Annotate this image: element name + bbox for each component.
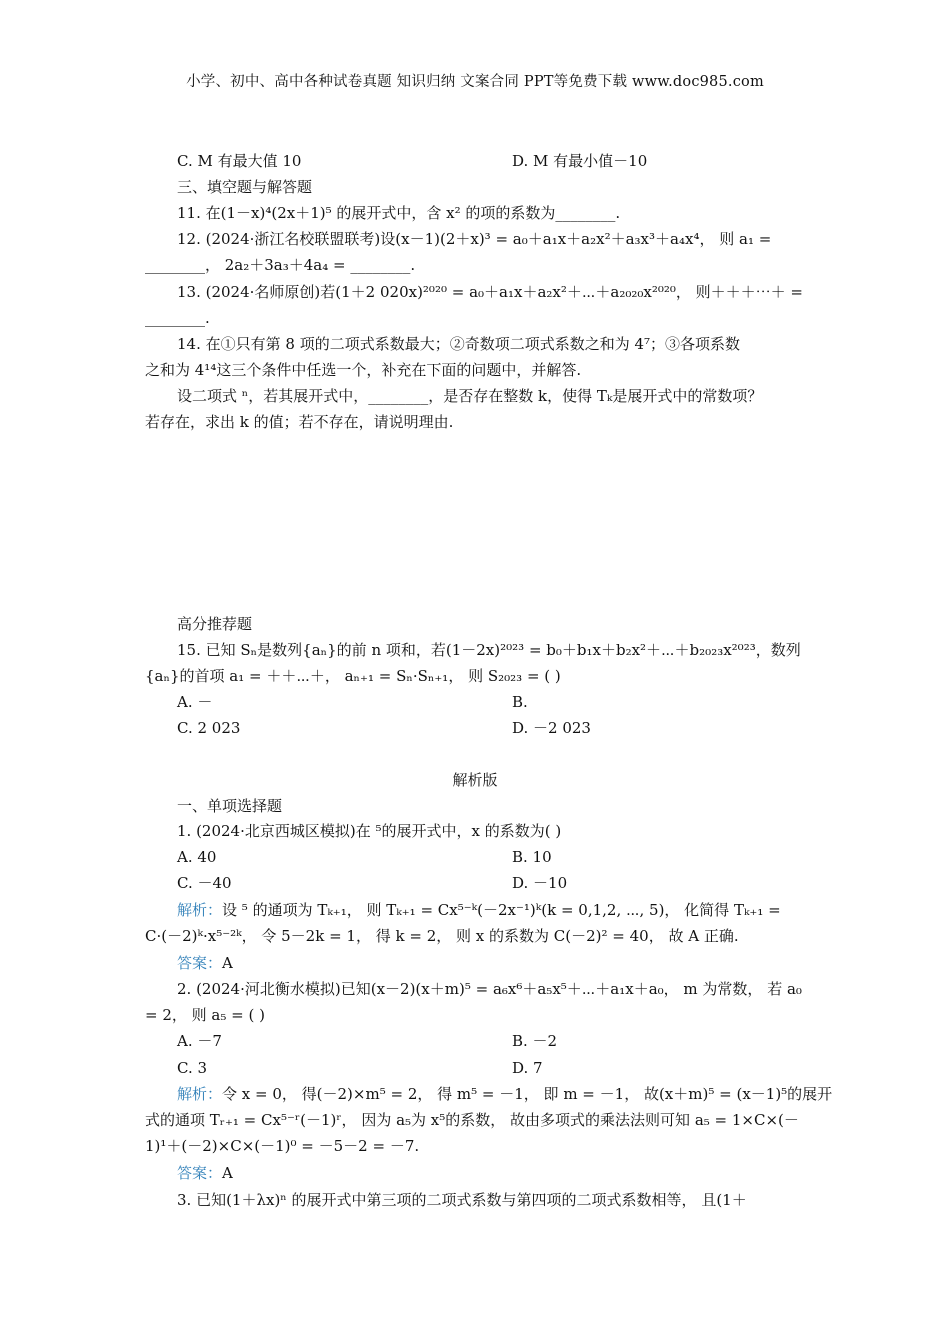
answer-label: 答案：: [177, 1164, 223, 1182]
q10-option-d: D. M 有最小值－10: [512, 152, 648, 170]
analysis-text: 令 x = 0， 得(－2)×m⁵ = 2， 得 m⁵ = －1， 即 m = －1， 故(x＋m)⁵ = (x－1)⁵的展开: [222, 1085, 833, 1103]
s1-option-a: A. 40: [177, 848, 217, 866]
q13-line-1: 13. (2024·名师原创)若(1＋2 020x)²⁰²⁰ = a₀＋a₁x＋a₂x²＋⋯＋a₂₀₂₀x²⁰²⁰， 则＋＋＋⋯＋ =: [177, 283, 803, 301]
q15-option-a: A. －: [177, 693, 213, 711]
s3-question: 3. 已知(1＋λx)ⁿ 的展开式中第三项的二项式系数与第四项的二项式系数相等， 且(1＋: [177, 1191, 747, 1209]
page-header: 小学、初中、高中各种试卷真题 知识归纳 文案合同 PPT等免费下载 www.doc985.com: [186, 74, 764, 90]
section-3-title: 三、填空题与解答题: [177, 178, 313, 196]
high-score-title: 高分推荐题: [177, 615, 253, 633]
s2-option-b: B. －2: [512, 1032, 558, 1050]
s1-analysis-line-1: [177, 900, 781, 920]
q14-line-4: 若存在，求出 k 的值；若不存在，请说明理由.: [145, 413, 454, 431]
q15-line-1: 15. 已知 Sₙ是数列{aₙ}的前 n 项和，若(1－2x)²⁰²³ = b₀＋b₁x＋b₂x²＋⋯＋b₂₀₂₃x²⁰²³，数列: [177, 641, 801, 659]
s2-option-a: A. －7: [177, 1032, 222, 1050]
q15-option-c: C. 2 023: [177, 719, 241, 737]
section-1-title: 一、单项选择题: [177, 797, 283, 815]
s1-analysis-line-2: C·(－2)ᵏ·x⁵⁻²ᵏ， 令 5－2k = 1， 得 k = 2， 则 x 的系数为 C(－2)² = 40， 故 A 正确.: [145, 927, 739, 945]
s1-option-d: D. －10: [512, 874, 568, 892]
answer-value: A: [222, 1164, 233, 1182]
s2-option-c: C. 3: [177, 1059, 208, 1077]
q15-line-2: {aₙ}的首项 a₁ = ＋＋⋯＋， aₙ₊₁ = Sₙ·Sₙ₊₁， 则 S₂₀₂₃ = ( ): [145, 667, 561, 685]
s1-option-c: C. －40: [177, 874, 232, 892]
q11-text: 11. 在(1－x)⁴(2x＋1)⁵ 的展开式中，含 x² 的项的系数为________.: [177, 204, 621, 222]
s2-line-2: = 2， 则 a₅ = ( ): [145, 1006, 265, 1024]
analysis-label: 解析：: [177, 901, 223, 919]
q14-line-3: 设二项式 ⁿ，若其展开式中，________，是否存在整数 k，使得 Tₖ是展开式中的常数项？: [177, 387, 763, 405]
q13-line-2: ________.: [145, 309, 210, 327]
s2-option-d: D. 7: [512, 1059, 543, 1077]
answer-label: 答案：: [177, 954, 223, 972]
q10-option-c: C. M 有最大值 10: [177, 152, 302, 170]
q14-line-2: 之和为 4¹⁴这三个条件中任选一个，补充在下面的问题中，并解答.: [145, 361, 582, 379]
q12-line-1: 12. (2024·浙江名校联盟联考)设(x－1)(2＋x)³ = a₀＋a₁x＋a₂x²＋a₃x³＋a₄x⁴， 则 a₁ =: [177, 230, 772, 248]
s2-answer: [177, 1163, 233, 1183]
q15-option-b: B.: [512, 693, 528, 711]
s1-option-b: B. 10: [512, 848, 552, 866]
s2-analysis-line-2: 式的通项 Tᵣ₊₁ = Cx⁵⁻ʳ(－1)ʳ， 因为 a₅为 x⁵的系数， 故由多项式的乘法法则可知 a₅ = 1×C×(－: [145, 1111, 799, 1129]
s1-question: 1. (2024·北京西城区模拟)在 ⁵的展开式中，x 的系数为( ): [177, 822, 562, 840]
s2-line-1: 2. (2024·河北衡水模拟)已知(x－2)(x＋m)⁵ = a₆x⁶＋a₅x⁵＋⋯＋a₁x＋a₀， m 为常数， 若 a₀: [177, 980, 802, 998]
analysis-title: 解析版: [452, 771, 498, 789]
answer-value: A: [222, 954, 233, 972]
q14-line-1: 14. 在①只有第 8 项的二项式系数最大；②奇数项二项式系数之和为 4⁷；③各项系数: [177, 335, 741, 353]
s1-answer: [177, 953, 233, 973]
q12-line-2: ________， 2a₂＋3a₃＋4a₄ = ________.: [145, 256, 416, 274]
q15-option-d: D. －2 023: [512, 719, 591, 737]
analysis-label: 解析：: [177, 1085, 223, 1103]
s2-analysis-line-3: 1)¹＋(－2)×C×(－1)⁰ = －5－2 = －7.: [145, 1137, 420, 1155]
analysis-text: 设 ⁵ 的通项为 Tₖ₊₁， 则 Tₖ₊₁ = Cx⁵⁻ᵏ(－2x⁻¹)ᵏ(k = 0,1,2, ⋯, 5)， 化简得 Tₖ₊₁ =: [222, 901, 781, 919]
s2-analysis-line-1: [177, 1084, 832, 1104]
